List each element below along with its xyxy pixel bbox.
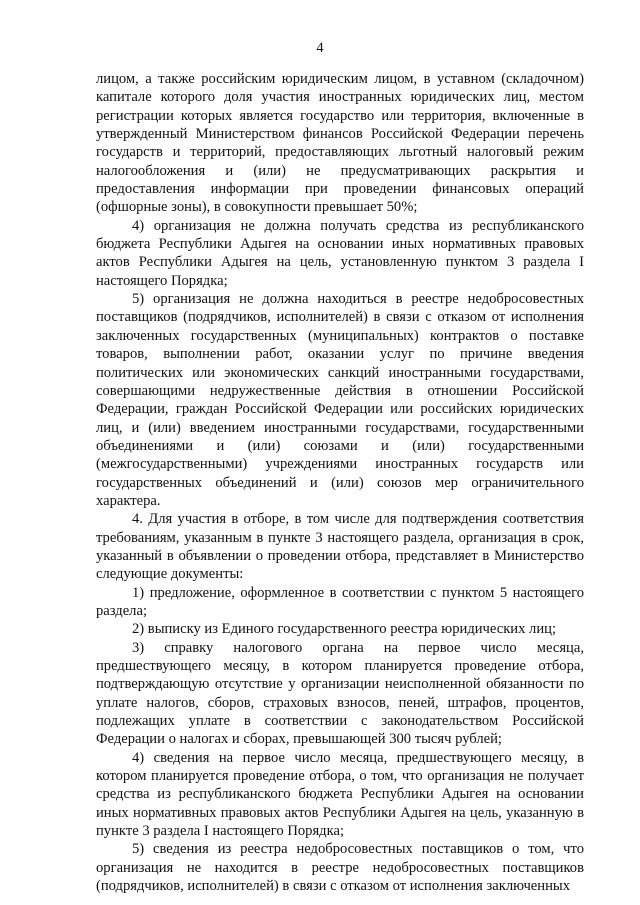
paragraph-continuation: лицом, а также российским юридическим лицом, в уставном (складочном) капитале которого доля участия иностранных юридических лиц, местом регистрации которых является государство или территория, включенные в утвержденный Министерством финансов Российской Федерации перечень государств и территорий, предоставляющих льготный налоговый режим налогообложения и (или) не предусматривающих раскрытия и предоставления информации при проведении финансовых операций (офшорные зоны), в совокупности превышает 50%; <box>96 71 584 216</box>
paragraph-item-4: 4) организация не должна получать средства из республиканского бюджета Республики Адыгея на основании иных нормативных правовых актов Республики Адыгея на цель, установленную пунктом 3 раздела I настоящего Порядка; <box>96 217 584 289</box>
paragraph-doc-2: 2) выписку из Единого государственного реестра юридических лиц; <box>132 621 557 638</box>
paragraph-doc-3: 3) справку налогового органа на первое число месяца, предшествующего месяцу, в котором планируется проведение отбора, подтверждающую отсутствие у организации неисполненной обязанности по уплате налогов, сборов, страховых взносов, пеней, штрафов, процентов, подлежащих уплате в соответствии с законодательством Российской Федерации о налогах и сборах, превышающей 300 тысяч рублей; <box>96 639 584 748</box>
paragraph-item-5: 5) организация не должна находиться в реестре недобросовестных поставщиков (подрядчиков, исполнителей) в связи с отказом от исполнения заключенных государственных (муниципальных) контрактов о поставке товаров, выполнении работ, оказании услуг по причине введения политических или экономических санкций иностранными государствами, совершающими недружественные действия в отношении Российской Федерации, граждан Российской Федерации или российских юридических лиц, и (или) введением иностранными государствами, государственными объединениями и (или) союзами и (или) государственными (межгосударственными) учреждениями иностранных государств или государственных объединений и (или) союзов мер ограничительного характера. <box>96 291 584 509</box>
paragraph-section-4: 4. Для участия в отборе, в том числе для подтверждения соответствия требованиям, указанным в пункте 3 настоящего раздела, организация в срок, указанный в объявлении о проведении отбора, представляет в Министерство следующие документы: <box>96 511 584 583</box>
paragraph-doc-5: 5) сведения из реестра недобросовестных поставщиков о том, что организация не находится в реестре недобросовестных поставщиков (подрядчиков, исполнителей) в связи с отказом от исполнения заключенных <box>96 841 584 895</box>
paragraph-doc-4: 4) сведения на первое число месяца, предшествующего месяцу, в котором планируется проведение отбора, о том, что организация не получает средства из республиканского бюджета Республики Адыгея на основании иных нормативных правовых актов Республики Адыгея на цель, указанную в пункте 3 раздела I настоящего Порядка; <box>96 749 584 840</box>
page-number: 4 <box>316 40 324 56</box>
paragraph-doc-1: 1) предложение, оформленное в соответствии с пунктом 5 настоящего раздела; <box>96 584 584 619</box>
document-body <box>96 70 584 895</box>
